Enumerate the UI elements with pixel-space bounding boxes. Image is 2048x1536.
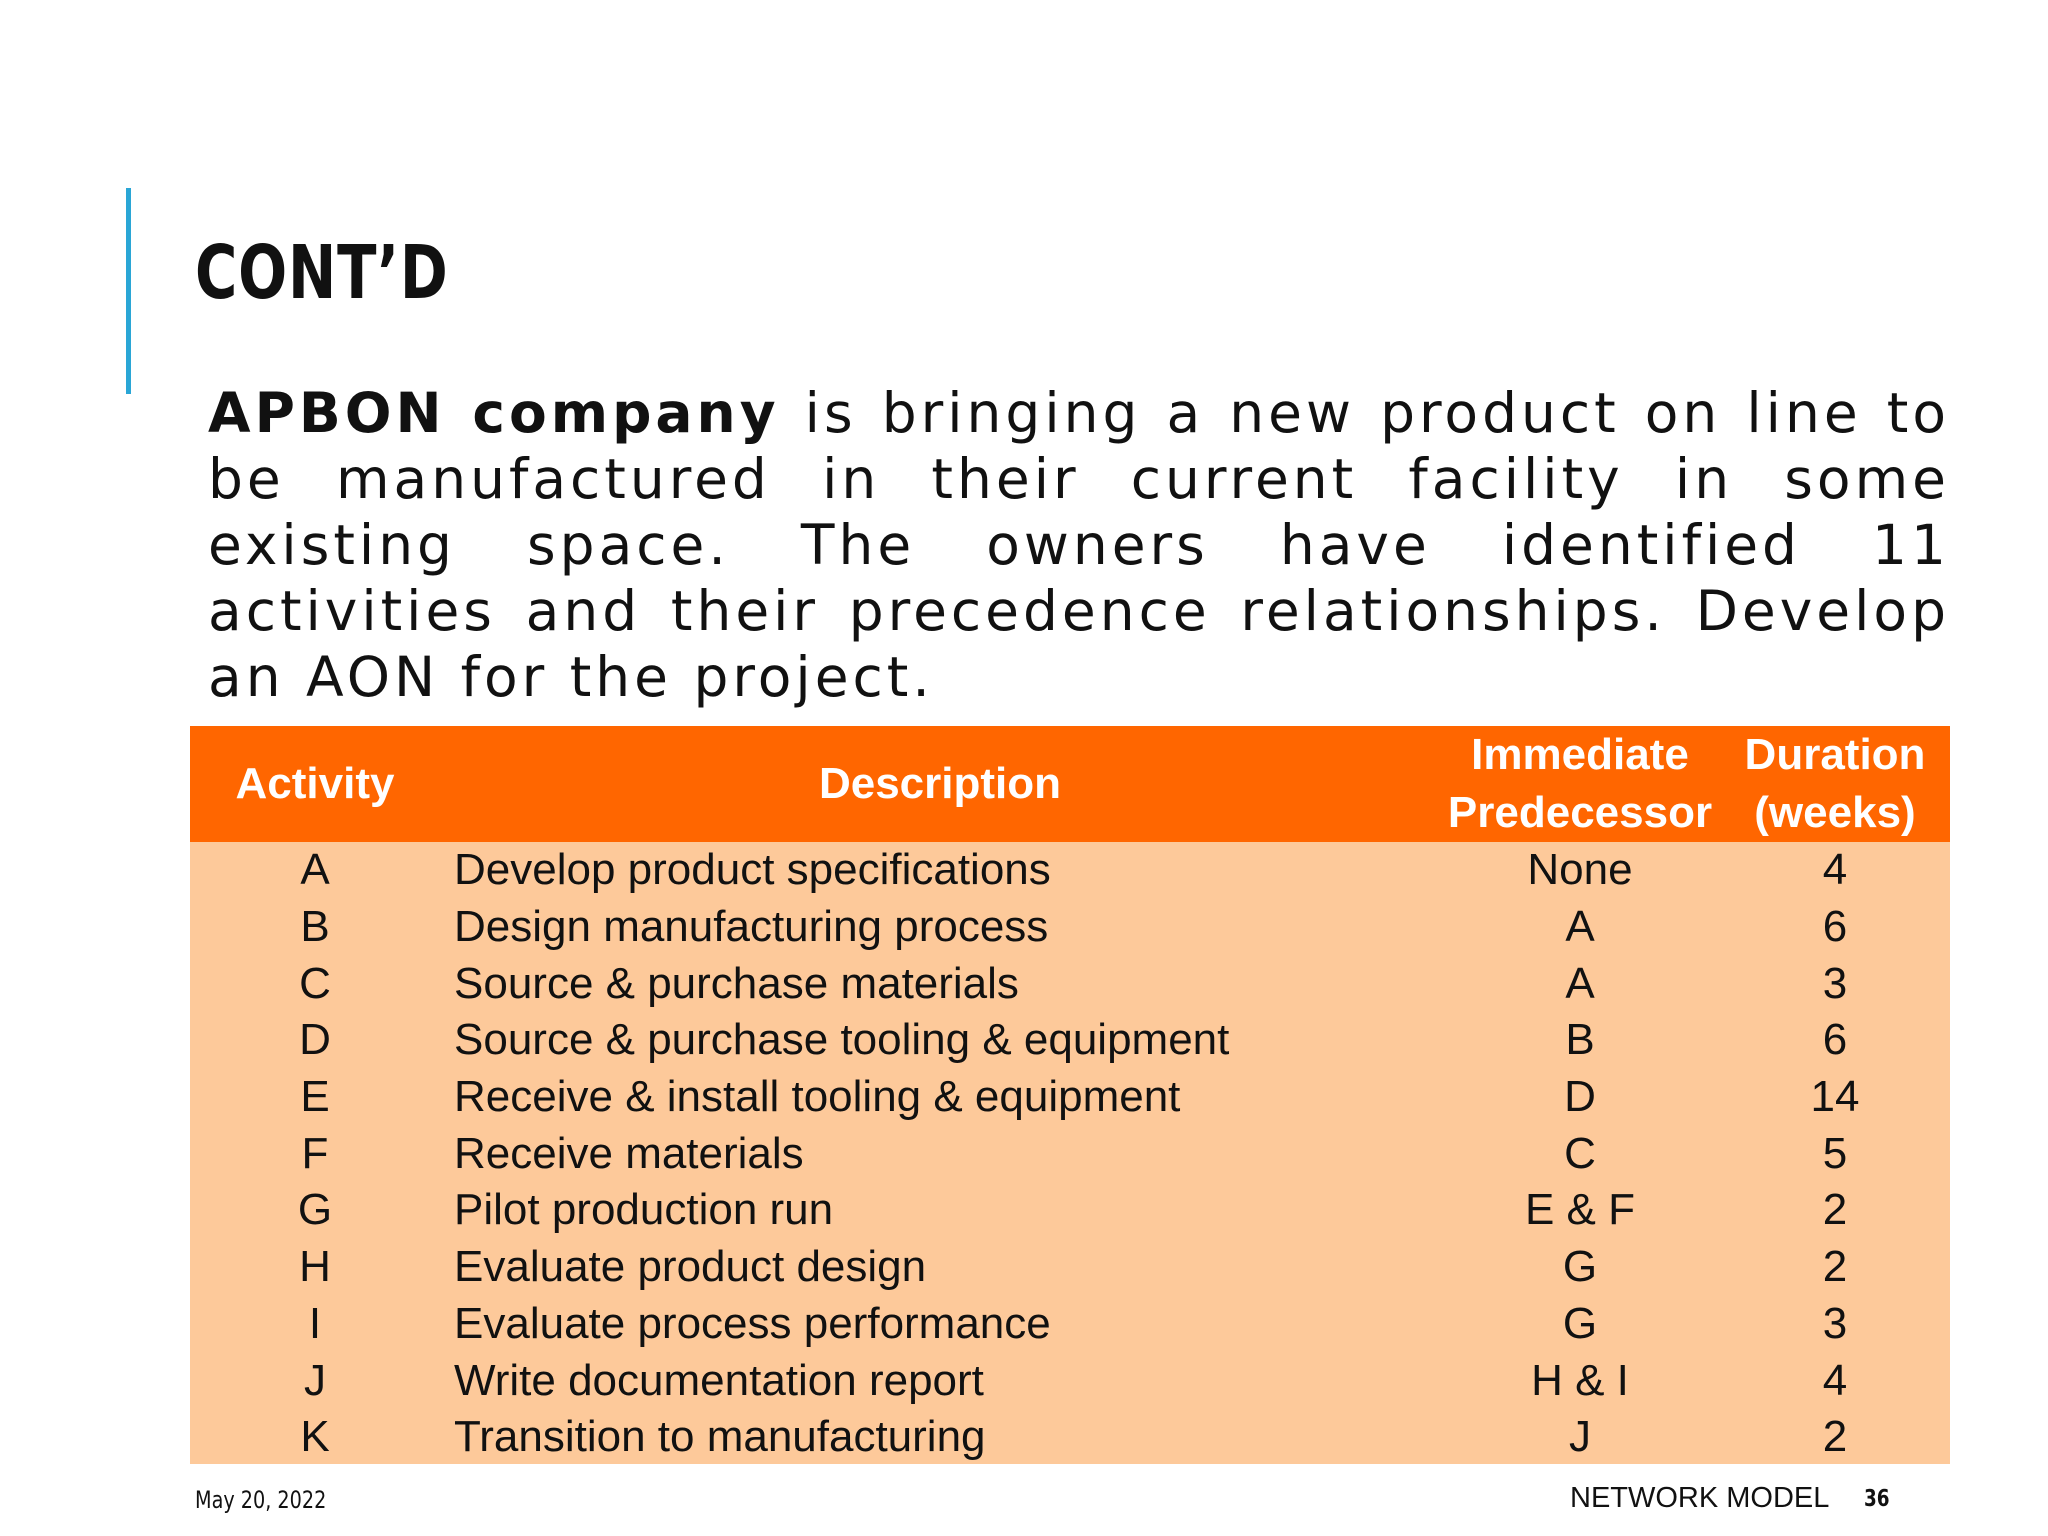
cell-description: Receive materials xyxy=(454,1128,804,1178)
cell-predecessor: G xyxy=(1562,1298,1598,1348)
cell-description: Develop product specifications xyxy=(454,845,1051,895)
activity-table-container xyxy=(190,726,1950,1464)
cell-activity: B xyxy=(300,902,330,952)
cell-duration: 5 xyxy=(1822,1128,1848,1178)
cell-activity: I xyxy=(308,1298,322,1348)
table-row xyxy=(190,1069,1950,1126)
cell-duration: 4 xyxy=(1822,845,1848,895)
footer-page-number: 36 xyxy=(1864,1486,1890,1512)
table-row xyxy=(190,1409,1950,1466)
body-paragraph xyxy=(208,380,1950,710)
cell-description: Transition to manufacturing xyxy=(454,1412,986,1462)
cell-activity: A xyxy=(300,845,330,895)
cell-duration: 2 xyxy=(1822,1185,1848,1235)
cell-activity: H xyxy=(299,1242,331,1292)
cell-description: Pilot production run xyxy=(454,1185,834,1235)
cell-activity: F xyxy=(301,1128,329,1178)
header-description: Description xyxy=(818,759,1062,808)
cell-activity: D xyxy=(299,1015,331,1065)
cell-activity: K xyxy=(300,1412,330,1462)
cell-duration: 6 xyxy=(1822,1015,1848,1065)
cell-predecessor: B xyxy=(1565,1015,1595,1065)
table-row xyxy=(190,1239,1950,1296)
footer-date: May 20, 2022 xyxy=(195,1486,327,1514)
cell-duration: 3 xyxy=(1822,1298,1848,1348)
cell-activity: G xyxy=(297,1185,333,1235)
cell-activity: E xyxy=(300,1072,330,1122)
footer-section-title: NETWORK MODEL xyxy=(1570,1482,1830,1514)
cell-duration: 2 xyxy=(1822,1412,1848,1462)
header-predecessor-line2: Predecessor xyxy=(1447,788,1713,837)
activity-table xyxy=(190,726,1950,1466)
cell-description: Design manufacturing process xyxy=(454,902,1049,952)
header-predecessor xyxy=(1440,726,1720,842)
cell-predecessor: E & F xyxy=(1524,1185,1636,1235)
table-row xyxy=(190,1352,1950,1409)
table-header-row xyxy=(190,726,1950,842)
table-row xyxy=(190,842,1950,899)
cell-duration: 2 xyxy=(1822,1242,1848,1292)
header-duration-line2: (weeks) xyxy=(1754,788,1916,837)
cell-duration: 14 xyxy=(1810,1072,1860,1122)
cell-predecessor: A xyxy=(1565,958,1595,1008)
cell-description: Evaluate process performance xyxy=(454,1298,1051,1348)
table-row xyxy=(190,1125,1950,1182)
table-row xyxy=(190,955,1950,1012)
title-accent-bar xyxy=(126,188,131,394)
cell-predecessor: C xyxy=(1564,1128,1596,1178)
cell-description: Receive & install tooling & equipment xyxy=(454,1072,1181,1122)
header-activity: Activity xyxy=(235,759,395,808)
table-row xyxy=(190,1012,1950,1069)
header-predecessor-line1: Immediate xyxy=(1471,730,1689,779)
header-duration xyxy=(1720,726,1950,842)
cell-activity: J xyxy=(304,1355,326,1405)
table-row xyxy=(190,899,1950,956)
cell-predecessor: J xyxy=(1569,1412,1591,1462)
cell-activity: C xyxy=(299,958,331,1008)
company-name: APBON company xyxy=(208,381,780,445)
cell-predecessor: None xyxy=(1527,845,1633,895)
cell-description: Source & purchase materials xyxy=(454,958,1019,1008)
table-row xyxy=(190,1296,1950,1353)
cell-duration: 6 xyxy=(1822,902,1848,952)
cell-predecessor: H & I xyxy=(1531,1355,1629,1405)
cell-description: Source & purchase tooling & equipment xyxy=(454,1015,1230,1065)
cell-predecessor: D xyxy=(1564,1072,1596,1122)
table-row xyxy=(190,1182,1950,1239)
cell-description: Evaluate product design xyxy=(454,1242,927,1292)
cell-duration: 3 xyxy=(1822,958,1848,1008)
cell-predecessor: A xyxy=(1565,902,1595,952)
cell-predecessor: G xyxy=(1562,1242,1598,1292)
cell-duration: 4 xyxy=(1822,1355,1848,1405)
header-duration-line1: Duration xyxy=(1744,730,1926,779)
cell-description: Write documentation report xyxy=(454,1355,984,1405)
slide-title: CONT’D xyxy=(195,230,449,316)
body-text-rest: is bringing a new product on line to be manufactured in their current facility in some existing space. The owners have identified 11 activities and their precedence relationships. Develop an AON for the project. xyxy=(208,381,1950,709)
